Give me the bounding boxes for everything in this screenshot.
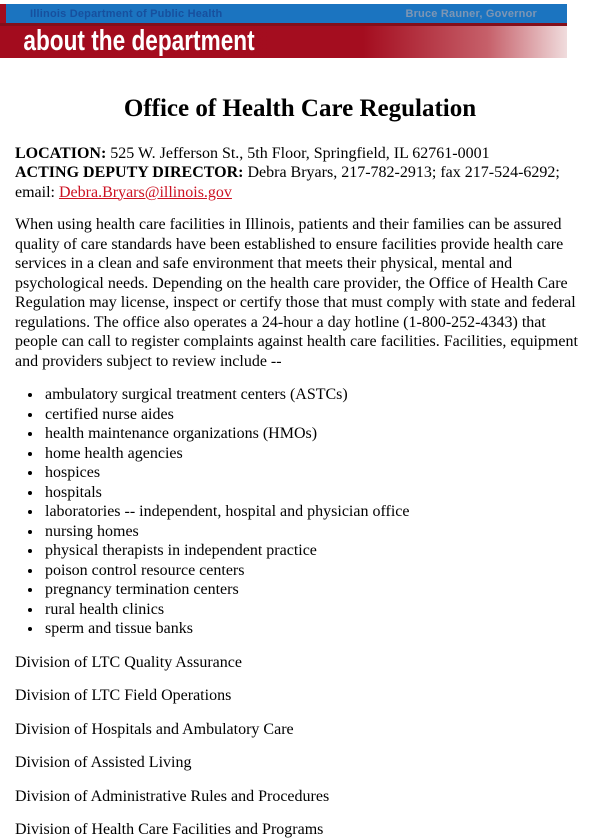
main-content [0, 95, 600, 840]
agency-name: Illinois Department of Public Health [30, 7, 223, 20]
division-item: Division of Administrative Rules and Procedures [15, 787, 330, 805]
section-banner-title: about the department [23, 24, 255, 57]
email-line [15, 183, 585, 203]
page-title: Office of Health Care Regulation [123, 95, 477, 122]
email-label: email: [15, 183, 55, 201]
section-banner [0, 23, 567, 58]
division-item: Division of LTC Field Operations [15, 687, 232, 705]
intro-paragraph: When using health care facilities in Illinois, patients and their families can be assured quality of care standards have been established to ensure facilities provide health care services in a clean and safe environment that meets their physical, mental and psychological needs. Depending on the health care provider, the Office of Health Care Regulation may license, inspect or certify those that must comply with state and federal regulations. The office also operates a 24-hour a day hotline (1-800-252-4343) that people can call to register complaints against health care facilities. Facilities, equipment and providers subject to review include -- [15, 216, 578, 370]
contact-info [15, 144, 585, 203]
facilities-list [15, 385, 585, 639]
list-item: • ambulatory surgical treatment centers (ASTCs) [43, 385, 585, 405]
list-item: • sperm and tissue banks [43, 619, 585, 639]
director-line [15, 163, 585, 183]
list-item: • pregnancy termination centers [43, 580, 585, 600]
location-value: 525 W. Jefferson St., 5th Floor, Springfield, IL 62761-0001 [110, 144, 490, 162]
list-item: • hospitals [43, 483, 585, 503]
list-item: • health maintenance organizations (HMOs) [43, 424, 585, 444]
top-bar [0, 4, 567, 23]
location-line [15, 144, 585, 164]
governor-name: Bruce Rauner, Governor [405, 7, 537, 20]
list-item: • poison control resource centers [43, 561, 585, 581]
list-item: • rural health clinics [43, 600, 585, 620]
list-item: • certified nurse aides [43, 405, 585, 425]
list-item: • nursing homes [43, 522, 585, 542]
division-item: Division of Health Care Facilities and Programs [15, 821, 324, 839]
division-item: Division of Assisted Living [15, 754, 192, 772]
division-item: Division of Hospitals and Ambulatory Care [15, 720, 294, 738]
site-header [0, 4, 567, 58]
list-item: • laboratories -- independent, hospital and physician office [43, 502, 585, 522]
location-label: LOCATION: [15, 144, 107, 162]
list-item: • home health agencies [43, 444, 585, 464]
email-link[interactable]: Debra.Bryars@illinois.gov [58, 183, 232, 201]
list-item: • hospices [43, 463, 585, 483]
director-value: Debra Bryars, 217-782-2913; fax 217-524-6292; [247, 164, 560, 182]
division-item: Division of LTC Quality Assurance [15, 653, 242, 671]
list-item: • physical therapists in independent practice [43, 541, 585, 561]
director-label: ACTING DEPUTY DIRECTOR: [15, 164, 244, 182]
blue-title-bar [6, 4, 567, 23]
